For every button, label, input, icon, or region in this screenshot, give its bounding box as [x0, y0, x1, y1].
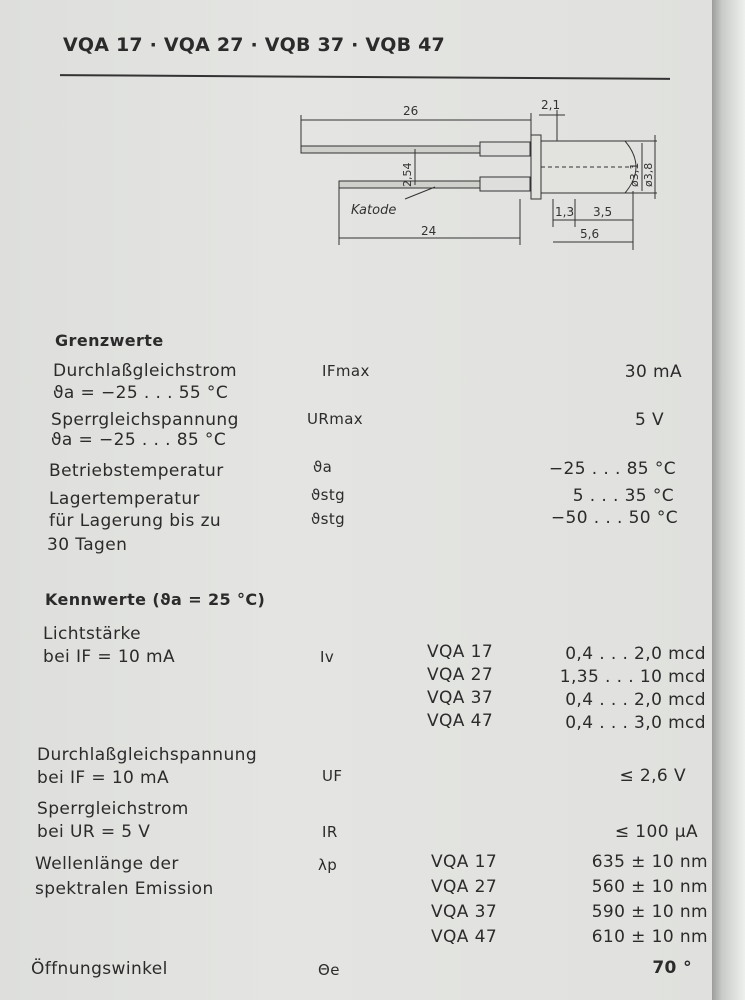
- dim-3-5: 3,5: [593, 205, 613, 219]
- param-condition: bei IF = 10 mA: [37, 768, 170, 788]
- param-label: Öffnungswinkel: [31, 959, 168, 979]
- dim-5-6: 5,6: [580, 227, 600, 241]
- row-symbol: IFmax: [322, 362, 370, 380]
- type-value: 0,4 . . . 2,0 mcd: [565, 644, 706, 664]
- dim-26: 26: [403, 104, 419, 118]
- dim-24: 24: [421, 224, 437, 238]
- kennwerte-heading: Kennwerte (ϑa = 25 °C): [45, 590, 266, 609]
- row-value: 30 mA: [624, 362, 682, 382]
- param-label: Durchlaßgleichspannung: [37, 745, 258, 765]
- katode-label: Katode: [351, 203, 397, 218]
- type-value: 610 ± 10 nm: [591, 927, 708, 947]
- param-label: Sperrgleichstrom: [37, 799, 189, 819]
- dim-dia-3-8: ø3,8: [642, 162, 655, 187]
- type-label: VQA 17: [427, 642, 494, 662]
- dim-1-3: 1,3: [555, 205, 575, 219]
- param-label: Lichtstärke: [43, 624, 142, 644]
- led-dimension-drawing: [295, 95, 675, 255]
- type-label: VQA 37: [427, 688, 494, 708]
- page-edge: [712, 0, 745, 1000]
- page-title: VQA 17 · VQA 27 · VQB 37 · VQB 47: [63, 34, 445, 56]
- row-condition: ϑa = −25 . . . 85 °C: [51, 430, 227, 450]
- row-symbol: ϑstg: [311, 510, 346, 528]
- type-value: 590 ± 10 nm: [591, 902, 708, 922]
- type-value: 0,4 . . . 2,0 mcd: [565, 690, 706, 710]
- param-symbol: IR: [322, 823, 338, 841]
- type-label: VQA 47: [427, 711, 494, 731]
- row-symbol: ϑstg: [311, 486, 346, 504]
- dim-2-1: 2,1: [541, 98, 561, 112]
- param-symbol: UF: [322, 767, 343, 785]
- grenzwerte-heading: Grenzwerte: [55, 331, 164, 350]
- row-label: Betriebstemperatur: [49, 461, 224, 481]
- type-value: 1,35 . . . 10 mcd: [559, 667, 706, 687]
- type-label: VQA 37: [431, 902, 498, 922]
- row-label: Durchlaßgleichstrom: [53, 361, 237, 381]
- type-value: 635 ± 10 nm: [591, 852, 708, 872]
- type-label: VQA 27: [427, 665, 494, 685]
- row-value: −50 . . . 50 °C: [550, 508, 678, 528]
- param-value: ≤ 2,6 V: [619, 766, 686, 786]
- param-value: ≤ 100 µA: [614, 822, 698, 842]
- row-label: Lagertemperatur: [49, 489, 200, 509]
- param-label: Wellenlänge der: [35, 854, 179, 874]
- row-value: −25 . . . 85 °C: [548, 459, 676, 479]
- row-value: 5 V: [634, 410, 664, 430]
- type-value: 0,4 . . . 3,0 mcd: [565, 713, 706, 733]
- row-value: 5 . . . 35 °C: [572, 486, 674, 506]
- dim-dia-3-1: ø3,1: [628, 162, 641, 187]
- row-condition: ϑa = −25 . . . 55 °C: [53, 383, 229, 403]
- param-condition: bei IF = 10 mA: [43, 647, 176, 667]
- param-symbol: Θe: [318, 961, 340, 979]
- row-label: für Lagerung bis zu: [49, 511, 222, 531]
- row-label: Sperrgleichspannung: [51, 410, 239, 430]
- row-symbol: ϑa: [313, 458, 333, 476]
- type-label: VQA 47: [431, 927, 498, 947]
- param-label-continued: spektralen Emission: [35, 879, 214, 899]
- type-label: VQA 27: [431, 877, 498, 897]
- row-symbol: URmax: [307, 410, 364, 428]
- param-symbol: Iv: [320, 648, 335, 666]
- param-value: 70 °: [652, 958, 692, 978]
- param-symbol: λp: [318, 856, 338, 874]
- param-condition: bei UR = 5 V: [37, 822, 151, 842]
- type-value: 560 ± 10 nm: [591, 877, 708, 897]
- row-label-continued: 30 Tagen: [47, 535, 128, 555]
- dim-2-54: 2,54: [401, 162, 414, 187]
- type-label: VQA 17: [431, 852, 498, 872]
